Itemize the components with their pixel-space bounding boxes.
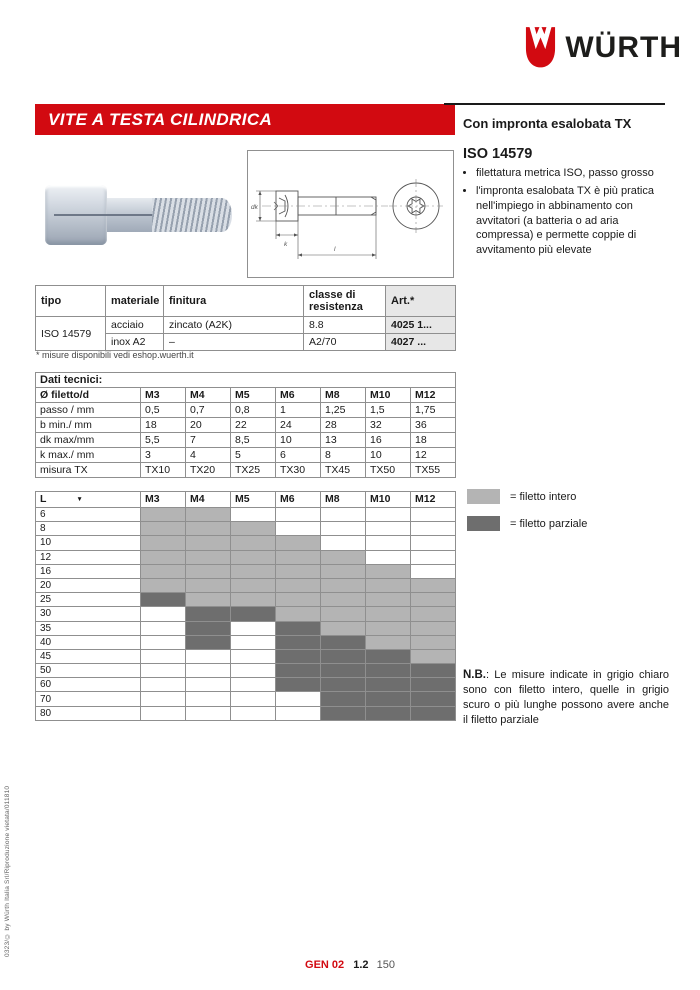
matrix-cell-full [231,578,276,592]
legend-item [467,516,587,531]
matrix-cell-empty [141,692,186,706]
standard-heading: ISO 14579 [463,146,533,162]
matrix-cell-partial [366,664,411,678]
matrix-cell-empty [411,564,456,578]
tech-value-cell: TX55 [411,463,456,478]
matrix-length-cell: 60 [36,678,141,692]
wuerth-logo [524,26,682,69]
matrix-cell-partial [411,664,456,678]
matrix-cell-empty [231,664,276,678]
tech-value-cell: 8,5 [231,433,276,448]
matrix-cell-full [141,550,186,564]
matrix-cell-partial [366,706,411,720]
note-text: : Le misure indicate in grigio chiaro sono con filetto intero, quelle in grigio scuro o più lunghe possono avere anche il filetto parziale [463,669,669,726]
matrix-cell-partial [186,621,231,635]
tech-value-cell: 16 [366,433,411,448]
tech-value-cell: 0,7 [186,403,231,418]
tech-title-row [36,373,456,388]
tech-value-cell: 10 [366,448,411,463]
down-arrow-icon: ▼ [76,496,83,503]
tech-row-label: passo / mm [36,403,141,418]
spec-finish-cell: – [164,334,304,351]
tech-value-cell: 4 [186,448,231,463]
matrix-cell-full [231,522,276,536]
matrix-cell-full [186,550,231,564]
spec-col-header: tipo [36,286,106,317]
matrix-cell-partial [411,692,456,706]
page-footer [0,959,700,971]
matrix-cell-empty [231,649,276,663]
tech-value-cell: 13 [321,433,366,448]
spec-finish-cell: zincato (A2K) [164,317,304,334]
wuerth-shield-icon [524,26,557,69]
matrix-cell-full [276,607,321,621]
tech-value-cell: 22 [231,418,276,433]
product-description [463,146,669,261]
matrix-cell-empty [231,508,276,522]
tech-value-cell: 6 [276,448,321,463]
matrix-cell-empty [231,692,276,706]
tech-size-header: M8 [321,388,366,403]
matrix-cell-full [231,536,276,550]
matrix-cell-empty [141,649,186,663]
note-label: N.B. [463,669,486,681]
matrix-cell-full [276,564,321,578]
matrix-length-cell: 20 [36,578,141,592]
matrix-cell-full [231,593,276,607]
matrix-size-header: M6 [276,492,321,508]
tech-value-cell: 20 [186,418,231,433]
matrix-cell-empty [276,692,321,706]
matrix-cell-empty [321,536,366,550]
spec-class-cell: 8.8 [304,317,386,334]
matrix-cell-partial [186,607,231,621]
matrix-cell-partial [231,607,276,621]
matrix-cell-partial [141,593,186,607]
matrix-row [36,635,456,649]
spec-article-cell: 4027 ... [386,334,456,351]
legend-label: = filetto parziale [510,517,588,530]
page-subtitle: Con impronta esalobata TX [463,116,632,131]
matrix-cell-partial [276,678,321,692]
tech-value-cell: 24 [276,418,321,433]
matrix-length-cell: 80 [36,706,141,720]
matrix-cell-full [321,550,366,564]
title-divider [444,103,665,105]
note [463,668,669,727]
matrix-cell-partial [186,635,231,649]
tech-row [36,418,456,433]
matrix-row [36,508,456,522]
matrix-length-cell: 40 [36,635,141,649]
tech-value-cell: 12 [411,448,456,463]
tech-size-header: M6 [276,388,321,403]
tech-row-label: b min./ mm [36,418,141,433]
matrix-row [36,607,456,621]
matrix-cell-empty [141,678,186,692]
matrix-cell-empty [141,706,186,720]
matrix-first-col-header [36,492,141,508]
matrix-cell-empty [276,706,321,720]
spec-col-header: Art.* [386,286,456,317]
tech-value-cell: TX30 [276,463,321,478]
matrix-length-cell: 6 [36,508,141,522]
tech-size-header: M4 [186,388,231,403]
spec-col-header: materiale [106,286,164,317]
matrix-length-cell: 8 [36,522,141,536]
tech-value-cell: 36 [411,418,456,433]
page-title: VITE A TESTA CILINDRICA [35,104,455,135]
matrix-cell-full [186,508,231,522]
matrix-cell-empty [411,522,456,536]
matrix-cell-full [186,578,231,592]
spec-row [36,317,456,334]
tech-value-cell: 8 [321,448,366,463]
matrix-cell-empty [411,536,456,550]
matrix-cell-full [186,522,231,536]
tech-row [36,463,456,478]
tech-row-label: dk max/mm [36,433,141,448]
spec-article-cell: 4025 1... [386,317,456,334]
matrix-size-header: M8 [321,492,366,508]
matrix-cell-full [141,536,186,550]
length-col-label: L [40,493,47,505]
matrix-length-cell: 50 [36,664,141,678]
matrix-cell-partial [411,678,456,692]
matrix-cell-full [411,621,456,635]
tech-value-cell: 7 [186,433,231,448]
footer-chapter: 1.2 [353,959,369,971]
matrix-length-cell: 16 [36,564,141,578]
matrix-cell-empty [366,536,411,550]
brand-name: WÜRTH [565,30,682,64]
matrix-length-cell: 12 [36,550,141,564]
matrix-cell-full [231,550,276,564]
matrix-row [36,522,456,536]
matrix-cell-empty [366,522,411,536]
dim-label-dk: dk [251,204,258,211]
tech-header-row [36,388,456,403]
tech-value-cell: TX10 [141,463,186,478]
tech-value-cell: 0,8 [231,403,276,418]
matrix-cell-empty [186,649,231,663]
feature-item: • filettatura metrica ISO, passo grosso [476,166,669,181]
tech-row [36,448,456,463]
matrix-cell-full [321,607,366,621]
tech-value-cell: 1,75 [411,403,456,418]
matrix-header-row [36,492,456,508]
tech-table-title: Dati tecnici: [36,373,456,388]
tech-first-col-header: Ø filetto/d [36,388,141,403]
tech-value-cell: 3 [141,448,186,463]
technical-drawing-svg [248,151,453,277]
matrix-cell-full [276,550,321,564]
matrix-length-cell: 70 [36,692,141,706]
matrix-row [36,550,456,564]
matrix-cell-partial [321,678,366,692]
spec-col-header: finitura [164,286,304,317]
matrix-cell-full [366,621,411,635]
feature-item: • l'impronta esalobata TX è più pratica nell'impiego in abbinamento con avvitatori (a batteria o ad aria compressa) e permette coppie di avvitamento più elevate [476,184,669,258]
tech-value-cell: 10 [276,433,321,448]
matrix-row [36,706,456,720]
legend-label: = filetto intero [510,490,577,503]
copyright-imprint: 0323/© by Würth Italia Srl/Riproduzione vietata/011810 [4,785,11,957]
matrix-cell-empty [321,522,366,536]
matrix-cell-full [366,593,411,607]
matrix-cell-partial [321,706,366,720]
spec-header-row [36,286,456,317]
tech-value-cell: TX45 [321,463,366,478]
footer-page-number: 150 [376,959,395,971]
matrix-cell-full [141,508,186,522]
matrix-cell-full [321,621,366,635]
matrix-cell-empty [186,692,231,706]
screw-thread [152,198,232,232]
matrix-cell-full [321,564,366,578]
matrix-cell-full [141,564,186,578]
spec-footnote: * misure disponibili vedi eshop.wuerth.it [36,350,194,360]
matrix-cell-partial [411,706,456,720]
matrix-cell-full [321,578,366,592]
matrix-cell-empty [276,508,321,522]
matrix-cell-empty [186,706,231,720]
matrix-size-header: M10 [366,492,411,508]
matrix-length-cell: 35 [36,621,141,635]
matrix-cell-partial [321,635,366,649]
matrix-cell-partial [276,649,321,663]
legend-swatch-full [467,489,500,504]
matrix-row [36,564,456,578]
matrix-cell-empty [366,550,411,564]
matrix-cell-full [186,536,231,550]
tech-value-cell: 1 [276,403,321,418]
dim-label-k: k [284,241,288,248]
matrix-cell-partial [321,664,366,678]
matrix-cell-empty [231,678,276,692]
tech-value-cell: 18 [141,418,186,433]
matrix-size-header: M4 [186,492,231,508]
matrix-size-header: M5 [231,492,276,508]
matrix-cell-empty [231,621,276,635]
matrix-cell-full [411,649,456,663]
matrix-cell-full [141,522,186,536]
matrix-cell-empty [141,635,186,649]
matrix-size-header: M12 [411,492,456,508]
matrix-cell-empty [141,664,186,678]
matrix-cell-empty [186,678,231,692]
tech-row-label: misura TX [36,463,141,478]
matrix-row [36,536,456,550]
matrix-cell-partial [321,649,366,663]
tech-row [36,403,456,418]
spec-type-cell: ISO 14579 [36,317,106,351]
tech-value-cell: 1,5 [366,403,411,418]
tech-size-header: M10 [366,388,411,403]
matrix-cell-full [411,635,456,649]
tech-size-header: M12 [411,388,456,403]
legend-item [467,489,587,504]
matrix-cell-empty [321,508,366,522]
matrix-row [36,593,456,607]
tech-value-cell: TX50 [366,463,411,478]
legend-swatch-partial [467,516,500,531]
matrix-cell-full [366,607,411,621]
technical-drawing [247,150,454,278]
matrix-cell-partial [321,692,366,706]
matrix-cell-partial [276,664,321,678]
matrix-cell-partial [276,621,321,635]
matrix-cell-full [276,578,321,592]
tech-value-cell: 28 [321,418,366,433]
matrix-length-cell: 25 [36,593,141,607]
tech-row [36,433,456,448]
feature-list [463,166,669,258]
matrix-cell-empty [276,522,321,536]
matrix-row [36,692,456,706]
spec-col-header: classe di resistenza [304,286,386,317]
matrix-row [36,664,456,678]
spec-material-cell: inox A2 [106,334,164,351]
dim-label-l: l [334,246,336,253]
tech-value-cell: 5 [231,448,276,463]
spec-material-cell: acciaio [106,317,164,334]
length-matrix-table [35,491,456,721]
matrix-cell-empty [366,508,411,522]
matrix-cell-full [321,593,366,607]
tech-value-cell: 5,5 [141,433,186,448]
matrix-row [36,649,456,663]
tech-value-cell: 0,5 [141,403,186,418]
matrix-legend [467,489,587,531]
technical-data-table [35,372,456,478]
matrix-cell-full [276,536,321,550]
matrix-cell-partial [366,649,411,663]
matrix-cell-empty [411,508,456,522]
matrix-cell-full [411,578,456,592]
tech-value-cell: 32 [366,418,411,433]
matrix-cell-partial [366,692,411,706]
matrix-length-cell: 10 [36,536,141,550]
tech-size-header: M5 [231,388,276,403]
screw-highlight-line [54,214,152,216]
tech-value-cell: 18 [411,433,456,448]
tech-value-cell: TX25 [231,463,276,478]
matrix-cell-full [231,564,276,578]
matrix-cell-full [141,578,186,592]
matrix-length-cell: 30 [36,607,141,621]
matrix-cell-full [366,635,411,649]
tech-value-cell: TX20 [186,463,231,478]
matrix-cell-empty [141,621,186,635]
tech-row-label: k max./ mm [36,448,141,463]
matrix-cell-full [186,564,231,578]
matrix-cell-empty [141,607,186,621]
matrix-cell-empty [411,550,456,564]
matrix-cell-partial [366,678,411,692]
matrix-cell-empty [231,706,276,720]
matrix-length-cell: 45 [36,649,141,663]
matrix-size-header: M3 [141,492,186,508]
matrix-cell-empty [186,664,231,678]
matrix-row [36,578,456,592]
spec-table [35,285,456,351]
matrix-cell-full [186,593,231,607]
matrix-cell-full [366,578,411,592]
matrix-row [36,621,456,635]
matrix-row [36,678,456,692]
matrix-cell-full [276,593,321,607]
matrix-cell-full [366,564,411,578]
spec-class-cell: A2/70 [304,334,386,351]
footer-section-code: GEN 02 [305,959,345,971]
matrix-cell-empty [231,635,276,649]
tech-value-cell: 1,25 [321,403,366,418]
product-photo [40,162,240,270]
matrix-cell-full [411,607,456,621]
tech-size-header: M3 [141,388,186,403]
matrix-cell-partial [276,635,321,649]
matrix-cell-full [411,593,456,607]
